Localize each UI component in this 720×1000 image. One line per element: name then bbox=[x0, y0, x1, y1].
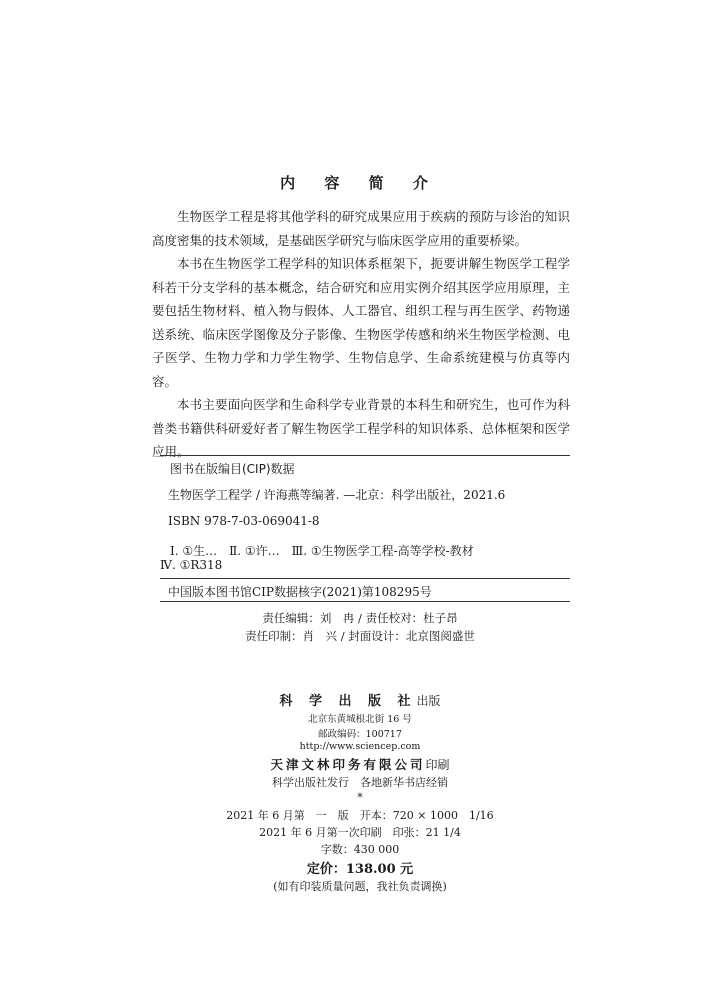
publisher-name-suffix: 出版 bbox=[416, 694, 441, 708]
publisher-line bbox=[0, 690, 720, 709]
summary-paragraph: 生物医学工程是将其他学科的研究成果应用于疾病的预防与诊治的知识高度密集的技术领域，是基础医学研究与临床医学应用的重要桥梁。 bbox=[152, 209, 570, 248]
credits-production: 责任印制：肖 兴 / 封面设计：北京图阅盛世 bbox=[245, 629, 475, 643]
edition-line: 2021 年 6 月第 一 版 开本：720 × 1000 1/16 bbox=[226, 809, 494, 822]
printer-line bbox=[0, 754, 720, 773]
cip-citation: 生物医学工程学 / 许海燕等编著. —北京：科学出版社，2021.6 bbox=[168, 488, 506, 502]
word-count: 字数：430 000 bbox=[320, 843, 400, 856]
cip-middle-rule bbox=[160, 578, 570, 579]
cip-classification-1: Ⅰ. ①生… Ⅱ. ①许… Ⅲ. ①生物医学工程-高等学校-教材 bbox=[170, 544, 474, 558]
price-line: 定价：138.00 元 bbox=[306, 862, 414, 877]
summary-body bbox=[152, 205, 570, 464]
credits-editors: 责任编辑：刘 冉 / 责任校对：杜子昂 bbox=[262, 611, 458, 625]
printer-suffix: 印刷 bbox=[425, 758, 450, 772]
cip-record: 中国版本图书馆CIP数据核字(2021)第108295号 bbox=[168, 585, 432, 599]
publisher-postcode: 邮政编码：100717 bbox=[318, 729, 402, 740]
cip-heading: 图书在版编目(CIP)数据 bbox=[170, 462, 295, 476]
summary-paragraph: 本书在生物医学工程学科的知识体系框架下，扼要讲解生物医学工程学科若干分支学科的基本概念，结合研究和应用实例介绍其医学应用原理，主要包括生物材料、植入物与假体、人工器官、组织工程与再生医学、药物递送系统、临床医学图像及分子影像、生物医学传感和纳米生物医学检测、电子医学、生物力学和力学生物学、生物信息学、生命系统建模与仿真等内容。 bbox=[152, 256, 570, 389]
publisher-name: 科 学 出 版 社 bbox=[279, 694, 417, 709]
cip-top-rule bbox=[160, 455, 570, 456]
publisher-address: 北京东黄城根北街 16 号 bbox=[308, 714, 412, 725]
publisher-url: http://www.sciencep.com bbox=[299, 741, 421, 752]
summary-heading: 内 容 简 介 bbox=[280, 174, 440, 192]
cip-bottom-rule bbox=[160, 601, 570, 602]
cip-classification-2: Ⅳ. ①R318 bbox=[160, 558, 223, 572]
summary-paragraph: 本书主要面向医学和生命科学专业背景的本科生和研究生，也可作为科普类书籍供科研爱好者了解生物医学工程学科的知识体系、总体框架和医学应用。 bbox=[152, 397, 570, 459]
printer-name: 天津文林印务有限公司 bbox=[270, 757, 426, 772]
separator-star: * bbox=[357, 791, 363, 804]
cip-isbn: ISBN 978-7-03-069041-8 bbox=[168, 514, 320, 528]
printing-line: 2021 年 6 月第一次印刷 印张：21 1/4 bbox=[259, 826, 461, 839]
distribution-line: 科学出版社发行 各地新华书店经销 bbox=[272, 776, 448, 789]
quality-notice: (如有印装质量问题，我社负责调换) bbox=[273, 880, 447, 893]
